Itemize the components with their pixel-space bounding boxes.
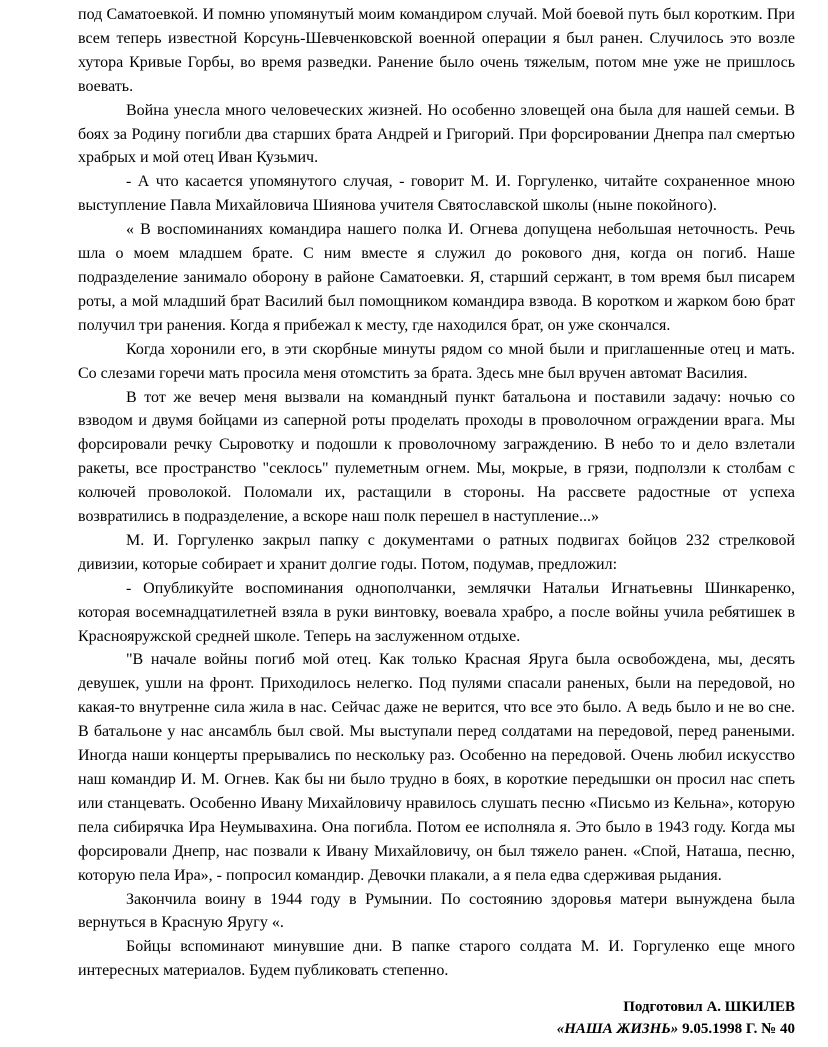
article-body — [78, 3, 795, 983]
paragraph-3: - А что касается упомянутого случая, - говорит М. И. Горгуленко, читайте сохраненное мною выступление Павла Михайловича Шиянова учителя Святославской школы (ныне покойного). — [78, 173, 795, 215]
author-credit: Подготовил А. ШКИЛЕВ — [623, 999, 795, 1015]
paragraph-2: Война унесла много человеческих жизней. Но особенно зловещей она была для нашей семьи. В боях за Родину погибли два старших брата Андрей и Григорий. При форсировании Днепра пал смертью храбрых и мой отец Иван Кузьмич. — [78, 101, 795, 167]
paragraph-6: В тот же вечер меня вызвали на командный пункт батальона и поставили задачу: ночью со взводом и двумя бойцами из саперной роты проделать проходы в проволочном ограждении врага. Мы форсировали речку Сыровотку и подошли к проволочному заграждению. В небо то и дело взлетали ракеты, все пространство "секлось" пулеметным огнем. Мы, мокрые, в грязи, подползли к столбам с колючей проволокой. Поломали их, растащили в стороны. На рассвете радостные от успеха возвратились в подразделение, а вскоре наш полк перешел в наступление...» — [78, 388, 795, 526]
paragraph-5: Когда хоронили его, в эти скорбные минуты рядом со мной были и приглашенные отец и мать. Со слезами горечи мать просила меня отомстить за брата. Здесь мне был вручен автомат Василия. — [78, 340, 795, 382]
paragraph-8: - Опубликуйте воспоминания однополчанки, землячки Натальи Игнатьевны Шинкаренко, которая восемнадцатилетней взяла в руки винтовку, воевала храбро, а после войны учила ребятишек в Краснояружской средней школе. Теперь на заслуженном отдыхе. — [78, 579, 795, 645]
paragraph-1: под Саматоевкой. И помню упомянутый моим командиром случай. Мой боевой путь был коротким. При всем теперь известной Корсунь-Шевченковской военной операции я был ранен. Случилось это возле хутора Кривые Горбы, во время разведки. Ранение было очень тяжелым, потом мне уже не пришлось воевать. — [78, 6, 795, 95]
paragraph-9: "В начале войны погиб мой отец. Как только Красная Яруга была освобождена, мы, десять девушек, ушли на фронт. Приходилось нелегко. Под пулями спасали раненых, были на передовой, но какая-то внутренне сила жила в нас. Сейчас даже не верится, что все это было. А ведь было и не во сне. В батальоне у нас ансамбль был свой. Мы выступали перед солдатами на передовой, перед ранеными. Иногда наши концерты прерывались по нескольку раз. Особенно на передовой. Очень любил искусство наш командир И. М. Огнев. Как бы ни было трудно в боях, в короткие передышки он просил нас спеть или станцевать. Особенно Ивану Михайловичу нравилось слушать песню «Письмо из Кельна», которую пела сибирячка Ира Неумывахина. Она погибла. Потом ее исполняла я. Это было в 1943 году. Когда мы форсировали Днепр, нас позвали к Ивану Михайловичу, он был тяжело ранен. «Спой, Наташа, песню, которую пела Ира», - попросил командир. Девочки плакали, а я пела едва сдерживая рыдания. — [78, 651, 795, 884]
article-signature — [557, 996, 795, 1040]
paragraph-4: « В воспоминаниях командира нашего полка И. Огнева допущена небольшая неточность. Речь шла о моем младшем брате. С ним вместе я служил до рокового дня, когда он погиб. Наше подразделение занимало оборону в районе Саматоевки. Я, старший сержант, в том время был писарем роты, а мой младший брат Василий был помощником командира взвода. В коротком и жарком бою брат получил три ранения. Когда я прибежал к месту, где находился брат, он уже скончался. — [78, 221, 795, 334]
paragraph-10: Закончила воину в 1944 году в Румынии. По состоянию здоровья матери вынуждена была вернуться в Красную Яругу «. — [78, 890, 795, 932]
paragraph-11: Бойцы вспоминают минувшие дни. В папке старого солдата М. И. Горгуленко еще много интересных материалов. Будем публиковать степенно. — [78, 938, 795, 980]
publication-date-issue: 9.05.1998 Г. № 40 — [678, 1021, 795, 1037]
paragraph-7: М. И. Горгуленко закрыл папку с документами о ратных подвигах бойцов 232 стрелковой дивизии, которые собирает и хранит долгие годы. Потом, подумав, предложил: — [78, 531, 795, 573]
publication-name: «НАША ЖИЗНЬ» — [556, 1021, 679, 1037]
publication-credit — [557, 1018, 795, 1040]
